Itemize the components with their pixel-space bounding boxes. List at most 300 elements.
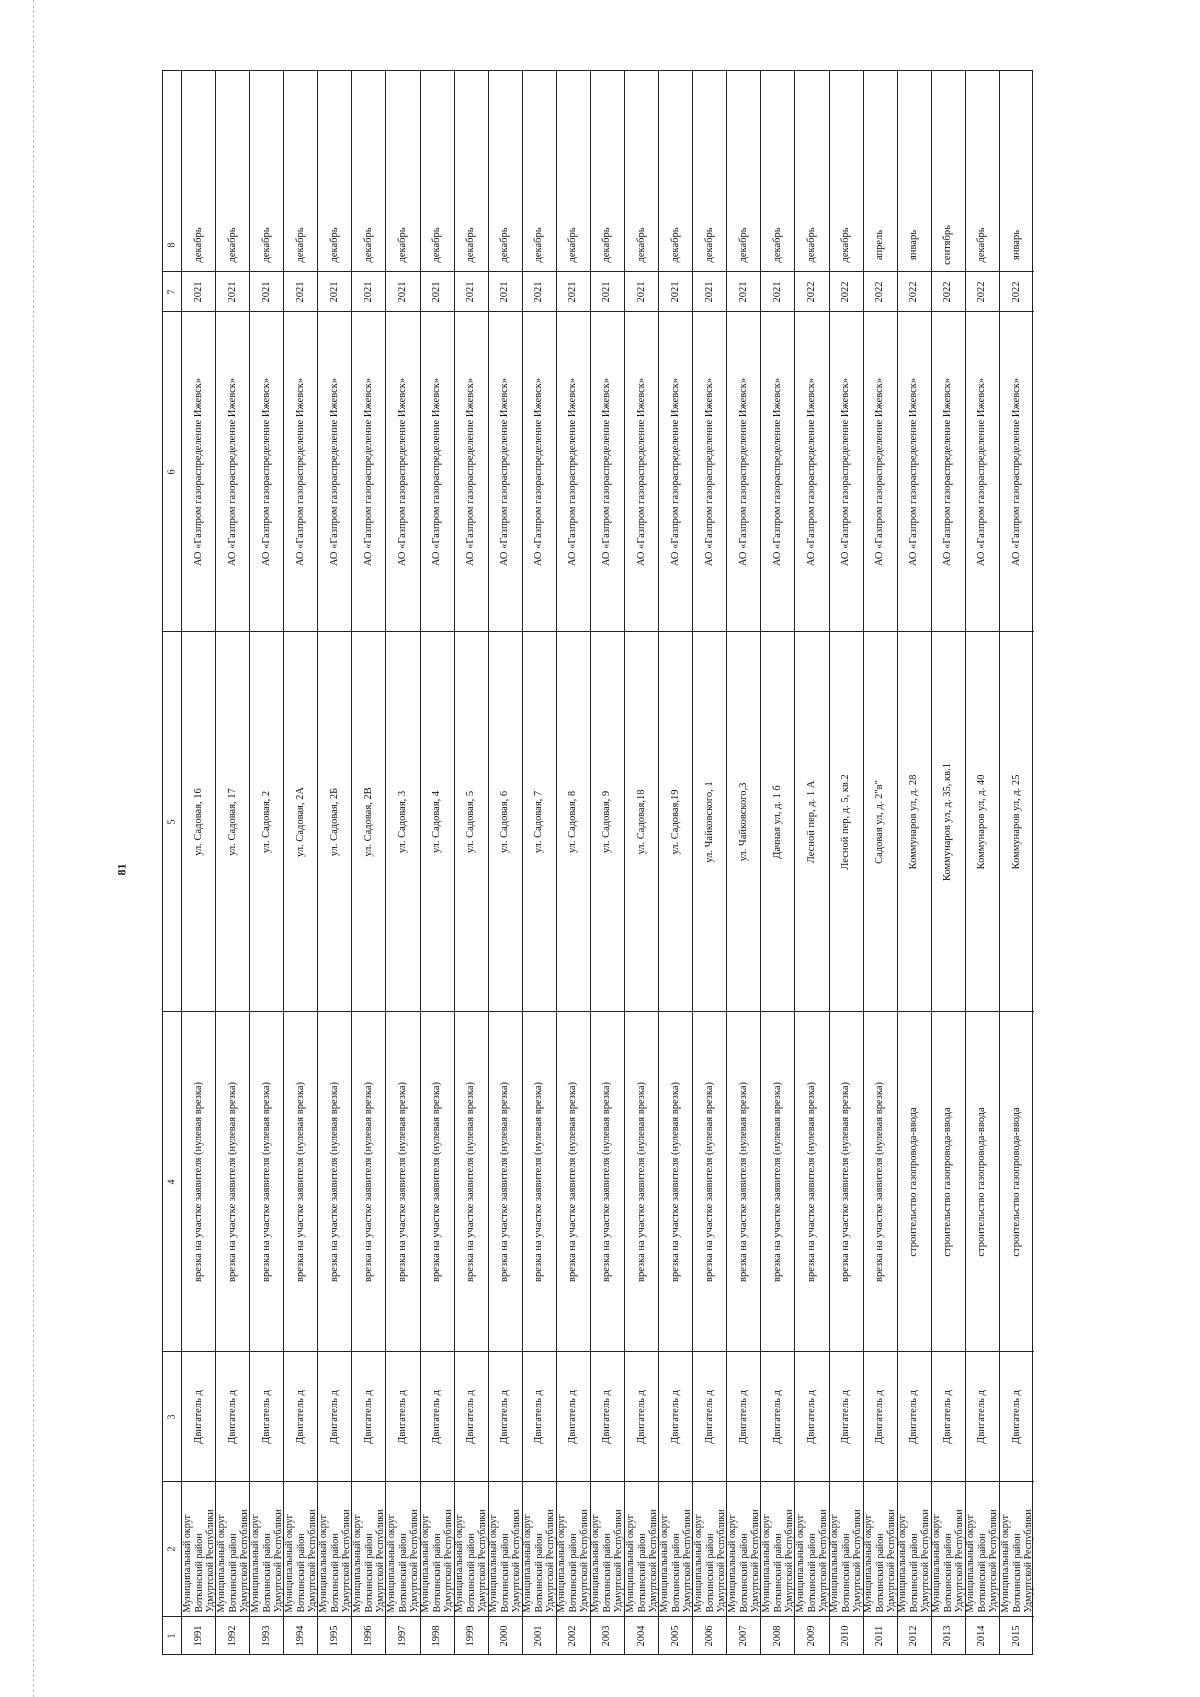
- cell-text-num: 1991: [192, 1625, 204, 1646]
- cell-text-organization: АО «Газпром газораспределение Ижевск»: [567, 377, 579, 566]
- cell-address: [523, 631, 556, 1011]
- header-cell-num: [163, 1616, 181, 1654]
- cell-organization: [523, 311, 556, 631]
- cell-text-address: ул. Садовая, 2Б: [328, 787, 340, 856]
- header-cell-month: [163, 219, 181, 271]
- cell-organization: [216, 311, 249, 631]
- cell-text-address: ул. Чайковского,3: [737, 782, 749, 861]
- cell-settlement: [1000, 1351, 1034, 1481]
- cell-text-address: ул. Садовая,18: [635, 789, 647, 854]
- cell-organization: [966, 311, 999, 631]
- cell-address: [761, 631, 794, 1011]
- cell-settlement: [250, 1351, 283, 1481]
- cell-text-year: 2021: [703, 281, 715, 302]
- cell-text-month: апрель: [874, 229, 886, 261]
- cell-text-organization: АО «Газпром газораспределение Ижевск»: [669, 377, 681, 566]
- header-cell-settlement: [163, 1351, 181, 1481]
- cell-text-year: 2021: [328, 281, 340, 302]
- cell-text-organization: АО «Газпром газораспределение Ижевск»: [260, 377, 272, 566]
- table-row: [250, 71, 284, 1654]
- cell-settlement: [591, 1351, 624, 1481]
- cell-text-settlement: Двигатель д: [771, 1389, 783, 1444]
- binding-margin-line: [33, 0, 34, 1697]
- data-table: [162, 70, 1033, 1655]
- cell-text-month: декабрь: [737, 227, 749, 263]
- header-cell-address: [163, 631, 181, 1011]
- cell-text-organization: АО «Газпром газораспределение Ижевск»: [362, 377, 374, 566]
- header-text-num: 1: [166, 1633, 178, 1638]
- cell-num: [761, 1616, 794, 1654]
- cell-text-year: 2021: [396, 281, 408, 302]
- cell-text-organization: АО «Газпром газораспределение Ижевск»: [1010, 377, 1022, 566]
- cell-work-type: [659, 1011, 692, 1351]
- cell-text-month: январь: [1010, 230, 1022, 260]
- cell-num: [625, 1616, 658, 1654]
- cell-text-num: 2000: [499, 1625, 511, 1646]
- cell-text-month: декабрь: [362, 227, 374, 263]
- cell-organization: [727, 311, 760, 631]
- table-row: [216, 71, 250, 1654]
- cell-text-month: декабрь: [328, 227, 340, 263]
- cell-num: [693, 1616, 726, 1654]
- cell-text-address: ул. Садовая, 2В: [362, 786, 374, 857]
- cell-municipality: [250, 1481, 283, 1616]
- table-row: [421, 71, 455, 1654]
- cell-text-month: декабрь: [260, 227, 272, 263]
- cell-address: [182, 631, 215, 1011]
- cell-text-settlement: Двигатель д: [260, 1389, 272, 1444]
- cell-text-year: 2021: [465, 281, 477, 302]
- cell-municipality: [284, 1481, 317, 1616]
- cell-organization: [932, 311, 965, 631]
- cell-text-num: 2009: [805, 1625, 817, 1646]
- cell-num: [352, 1616, 385, 1654]
- cell-text-year: 2021: [499, 281, 511, 302]
- cell-text-settlement: Двигатель д: [976, 1389, 988, 1444]
- cell-text-organization: АО «Газпром газораспределение Ижевск»: [465, 377, 477, 566]
- cell-text-address: Коммунаров ул, д. 28: [908, 774, 920, 869]
- cell-text-address: ул. Садовая,19: [669, 789, 681, 854]
- cell-address: [284, 631, 317, 1011]
- cell-text-year: 2022: [942, 281, 954, 302]
- cell-month: [795, 219, 828, 271]
- cell-text-address: ул. Садовая, 5: [465, 790, 477, 853]
- cell-settlement: [727, 1351, 760, 1481]
- cell-work-type: [557, 1011, 590, 1351]
- cell-text-address: Садовая ул, д. 2"в": [874, 779, 886, 864]
- cell-month: [455, 219, 488, 271]
- cell-text-num: 1995: [328, 1625, 340, 1646]
- cell-text-year: 2022: [805, 281, 817, 302]
- cell-text-organization: АО «Газпром газораспределение Ижевск»: [328, 377, 340, 566]
- cell-text-num: 2010: [840, 1625, 852, 1646]
- cell-text-month: декабрь: [635, 227, 647, 263]
- cell-text-municipality: Муниципальный округ Воткинский район Удмуртской Республики: [181, 1509, 216, 1613]
- cell-municipality: [182, 1481, 215, 1616]
- table-row: [455, 71, 489, 1654]
- cell-text-num: 1997: [396, 1625, 408, 1646]
- cell-month: [421, 219, 454, 271]
- cell-num: [250, 1616, 283, 1654]
- cell-text-num: 2004: [635, 1625, 647, 1646]
- cell-settlement: [693, 1351, 726, 1481]
- cell-year: [284, 271, 317, 311]
- cell-organization: [250, 311, 283, 631]
- cell-text-organization: АО «Газпром газораспределение Ижевск»: [771, 377, 783, 566]
- cell-municipality: [489, 1481, 522, 1616]
- cell-address: [625, 631, 658, 1011]
- header-cell-organization: [163, 311, 181, 631]
- cell-municipality: [966, 1481, 999, 1616]
- cell-organization: [864, 311, 897, 631]
- cell-settlement: [421, 1351, 454, 1481]
- cell-year: [250, 271, 283, 311]
- cell-text-work-type: врезка на участке заявителя (нулевая врезка): [635, 1081, 647, 1282]
- cell-work-type: [489, 1011, 522, 1351]
- cell-settlement: [966, 1351, 999, 1481]
- cell-text-organization: АО «Газпром газораспределение Ижевск»: [499, 377, 511, 566]
- cell-year: [966, 271, 999, 311]
- table-row: [727, 71, 761, 1654]
- cell-text-work-type: врезка на участке заявителя (нулевая врезка): [601, 1081, 613, 1282]
- cell-text-work-type: врезка на участке заявителя (нулевая врезка): [499, 1081, 511, 1282]
- cell-municipality: [761, 1481, 794, 1616]
- cell-text-municipality: Муниципальный округ Воткинский район Удмуртской Республики: [453, 1509, 488, 1613]
- cell-text-month: декабрь: [601, 227, 613, 263]
- cell-year: [761, 271, 794, 311]
- cell-text-year: 2022: [908, 281, 920, 302]
- cell-organization: [284, 311, 317, 631]
- cell-text-num: 1994: [294, 1625, 306, 1646]
- cell-text-work-type: строительство газопровода-ввода: [942, 1106, 954, 1257]
- cell-text-address: ул. Садовая, 3: [396, 790, 408, 853]
- cell-text-settlement: Двигатель д: [294, 1389, 306, 1444]
- cell-municipality: [727, 1481, 760, 1616]
- cell-num: [216, 1616, 249, 1654]
- cell-year: [898, 271, 931, 311]
- cell-month: [898, 219, 931, 271]
- cell-text-address: ул. Садовая, 8: [567, 790, 579, 853]
- cell-settlement: [523, 1351, 556, 1481]
- cell-municipality: [455, 1481, 488, 1616]
- cell-text-work-type: врезка на участке заявителя (нулевая врезка): [874, 1081, 886, 1282]
- cell-month: [557, 219, 590, 271]
- cell-settlement: [352, 1351, 385, 1481]
- cell-work-type: [386, 1011, 419, 1351]
- cell-text-address: Коммунаров ул, д. 25: [1010, 774, 1022, 869]
- table-row: [795, 71, 829, 1654]
- table-row: [932, 71, 966, 1654]
- cell-month: [250, 219, 283, 271]
- cell-work-type: [523, 1011, 556, 1351]
- table-row: [386, 71, 420, 1654]
- cell-work-type: [455, 1011, 488, 1351]
- cell-settlement: [898, 1351, 931, 1481]
- cell-text-municipality: Муниципальный округ Воткинский район Удмуртской Республики: [283, 1509, 318, 1613]
- table-row: [830, 71, 864, 1654]
- cell-text-address: ул. Садовая, 2А: [294, 786, 306, 857]
- cell-text-work-type: врезка на участке заявителя (нулевая врезка): [294, 1081, 306, 1282]
- cell-municipality: [591, 1481, 624, 1616]
- cell-text-municipality: Муниципальный округ Воткинский район Удмуртской Республики: [862, 1509, 897, 1613]
- cell-work-type: [182, 1011, 215, 1351]
- cell-text-address: ул. Садовая, 17: [226, 787, 238, 856]
- cell-text-month: декабрь: [294, 227, 306, 263]
- cell-address: [693, 631, 726, 1011]
- cell-municipality: [352, 1481, 385, 1616]
- cell-text-settlement: Двигатель д: [874, 1389, 886, 1444]
- cell-text-settlement: Двигатель д: [669, 1389, 681, 1444]
- cell-text-municipality: Муниципальный округ Воткинский район Удмуртской Республики: [692, 1509, 727, 1613]
- cell-text-year: 2021: [362, 281, 374, 302]
- cell-text-settlement: Двигатель д: [567, 1389, 579, 1444]
- cell-work-type: [625, 1011, 658, 1351]
- cell-year: [489, 271, 522, 311]
- header-row: [163, 71, 182, 1654]
- cell-text-month: декабрь: [465, 227, 477, 263]
- cell-work-type: [352, 1011, 385, 1351]
- cell-year: [421, 271, 454, 311]
- header-text-month: 8: [166, 242, 178, 248]
- cell-organization: [693, 311, 726, 631]
- cell-settlement: [625, 1351, 658, 1481]
- cell-year: [864, 271, 897, 311]
- table-row: [489, 71, 523, 1654]
- cell-text-settlement: Двигатель д: [192, 1389, 204, 1444]
- cell-text-num: 2014: [976, 1625, 988, 1646]
- cell-text-settlement: Двигатель д: [601, 1389, 613, 1444]
- header-cell-year: [163, 271, 181, 311]
- cell-text-work-type: врезка на участке заявителя (нулевая врезка): [805, 1081, 817, 1282]
- cell-text-work-type: строительство газопровода-ввода: [976, 1106, 988, 1257]
- cell-text-num: 1996: [362, 1625, 374, 1646]
- cell-text-settlement: Двигатель д: [635, 1389, 647, 1444]
- cell-text-num: 2006: [703, 1625, 715, 1646]
- cell-text-organization: АО «Газпром газораспределение Ижевск»: [908, 377, 920, 566]
- cell-work-type: [864, 1011, 897, 1351]
- cell-text-organization: АО «Газпром газораспределение Ижевск»: [533, 377, 545, 566]
- cell-text-year: 2021: [669, 281, 681, 302]
- cell-text-settlement: Двигатель д: [328, 1389, 340, 1444]
- table-row: [966, 71, 1000, 1654]
- cell-num: [421, 1616, 454, 1654]
- cell-settlement: [761, 1351, 794, 1481]
- cell-num: [318, 1616, 351, 1654]
- cell-text-municipality: Муниципальный округ Воткинский район Удмуртской Республики: [556, 1509, 591, 1613]
- cell-month: [830, 219, 863, 271]
- cell-text-address: ул. Садовая, 6: [499, 790, 511, 853]
- cell-work-type: [898, 1011, 931, 1351]
- cell-text-address: ул. Садовая, 2: [260, 790, 272, 853]
- cell-num: [830, 1616, 863, 1654]
- cell-text-month: январь: [908, 230, 920, 260]
- cell-work-type: [727, 1011, 760, 1351]
- cell-text-municipality: Муниципальный округ Воткинский район Удмуртской Республики: [317, 1509, 352, 1613]
- cell-address: [557, 631, 590, 1011]
- cell-text-work-type: строительство газопровода-ввода: [908, 1106, 920, 1257]
- cell-text-municipality: Муниципальный округ Воткинский район Удмуртской Республики: [590, 1509, 625, 1613]
- cell-year: [352, 271, 385, 311]
- cell-text-work-type: врезка на участке заявителя (нулевая врезка): [465, 1081, 477, 1282]
- cell-address: [1000, 631, 1034, 1011]
- cell-text-num: 1993: [260, 1625, 272, 1646]
- cell-work-type: [693, 1011, 726, 1351]
- cell-text-num: 2012: [908, 1625, 920, 1646]
- cell-year: [386, 271, 419, 311]
- cell-year: [932, 271, 965, 311]
- cell-municipality: [1000, 1481, 1034, 1616]
- page-number: 81: [114, 863, 129, 876]
- table-row: [625, 71, 659, 1654]
- cell-month: [625, 219, 658, 271]
- cell-text-year: 2021: [431, 281, 443, 302]
- cell-text-num: 2007: [737, 1625, 749, 1646]
- cell-text-municipality: Муниципальный округ Воткинский район Удмуртской Республики: [931, 1509, 966, 1613]
- cell-text-year: 2021: [635, 281, 647, 302]
- cell-text-num: 2011: [874, 1625, 886, 1646]
- cell-month: [318, 219, 351, 271]
- cell-year: [216, 271, 249, 311]
- cell-organization: [659, 311, 692, 631]
- cell-text-month: декабрь: [669, 227, 681, 263]
- cell-work-type: [216, 1011, 249, 1351]
- cell-organization: [830, 311, 863, 631]
- cell-text-municipality: Муниципальный округ Воткинский район Удмуртской Республики: [215, 1509, 250, 1613]
- cell-text-work-type: врезка на участке заявителя (нулевая врезка): [840, 1081, 852, 1282]
- cell-organization: [625, 311, 658, 631]
- header-cell-municipality: [163, 1481, 181, 1616]
- cell-month: [727, 219, 760, 271]
- cell-address: [830, 631, 863, 1011]
- cell-year: [318, 271, 351, 311]
- cell-text-municipality: Муниципальный округ Воткинский район Удмуртской Республики: [794, 1509, 829, 1613]
- cell-num: [1000, 1616, 1034, 1654]
- cell-year: [591, 271, 624, 311]
- cell-year: [727, 271, 760, 311]
- cell-text-settlement: Двигатель д: [431, 1389, 443, 1444]
- cell-address: [421, 631, 454, 1011]
- cell-text-settlement: Двигатель д: [533, 1389, 545, 1444]
- cell-text-organization: АО «Газпром газораспределение Ижевск»: [294, 377, 306, 566]
- cell-address: [386, 631, 419, 1011]
- cell-text-municipality: Муниципальный округ Воткинский район Удмуртской Республики: [351, 1509, 386, 1613]
- cell-num: [386, 1616, 419, 1654]
- cell-num: [966, 1616, 999, 1654]
- cell-text-address: Коммунаров ул, д. 40: [976, 774, 988, 869]
- table-row: [557, 71, 591, 1654]
- cell-text-num: 2013: [942, 1625, 954, 1646]
- cell-work-type: [830, 1011, 863, 1351]
- cell-text-month: декабрь: [396, 227, 408, 263]
- cell-text-year: 2021: [601, 281, 613, 302]
- cell-text-year: 2022: [874, 281, 886, 302]
- cell-text-work-type: врезка на участке заявителя (нулевая врезка): [192, 1081, 204, 1282]
- cell-text-municipality: Муниципальный округ Воткинский район Удмуртской Республики: [965, 1509, 1000, 1613]
- table-row: [1000, 71, 1034, 1654]
- cell-work-type: [284, 1011, 317, 1351]
- cell-municipality: [659, 1481, 692, 1616]
- cell-municipality: [830, 1481, 863, 1616]
- cell-text-address: Лесной пер, д. 5, кв.2: [840, 773, 852, 870]
- cell-municipality: [932, 1481, 965, 1616]
- cell-num: [659, 1616, 692, 1654]
- cell-address: [932, 631, 965, 1011]
- cell-text-settlement: Двигатель д: [465, 1389, 477, 1444]
- cell-text-municipality: Муниципальный округ Воткинский район Удмуртской Республики: [522, 1509, 557, 1613]
- cell-text-municipality: Муниципальный округ Воткинский район Удмуртской Республики: [999, 1509, 1034, 1613]
- cell-text-num: 1998: [431, 1625, 443, 1646]
- cell-address: [250, 631, 283, 1011]
- cell-municipality: [557, 1481, 590, 1616]
- cell-text-settlement: Двигатель д: [942, 1389, 954, 1444]
- cell-num: [182, 1616, 215, 1654]
- cell-text-month: декабрь: [976, 227, 988, 263]
- cell-text-municipality: Муниципальный округ Воткинский район Удмуртской Республики: [419, 1509, 454, 1613]
- cell-address: [727, 631, 760, 1011]
- cell-text-settlement: Двигатель д: [499, 1389, 511, 1444]
- cell-month: [966, 219, 999, 271]
- cell-text-address: ул. Садовая, 7: [533, 790, 545, 853]
- cell-text-address: ул. Садовая, 16: [192, 787, 204, 856]
- cell-text-municipality: Муниципальный округ Воткинский район Удмуртской Республики: [658, 1509, 693, 1613]
- cell-year: [182, 271, 215, 311]
- cell-text-work-type: врезка на участке заявителя (нулевая врезка): [431, 1081, 443, 1282]
- cell-municipality: [864, 1481, 897, 1616]
- cell-month: [284, 219, 317, 271]
- cell-text-address: ул. Чайковского, 1: [703, 780, 715, 863]
- cell-text-num: 2002: [567, 1625, 579, 1646]
- cell-organization: [761, 311, 794, 631]
- cell-num: [284, 1616, 317, 1654]
- cell-text-year: 2021: [260, 281, 272, 302]
- cell-municipality: [216, 1481, 249, 1616]
- cell-month: [386, 219, 419, 271]
- cell-text-work-type: врезка на участке заявителя (нулевая врезка): [669, 1081, 681, 1282]
- cell-text-settlement: Двигатель д: [737, 1389, 749, 1444]
- cell-work-type: [761, 1011, 794, 1351]
- cell-text-municipality: Муниципальный округ Воткинский район Удмуртской Республики: [726, 1509, 761, 1613]
- cell-work-type: [795, 1011, 828, 1351]
- cell-text-year: 2021: [737, 281, 749, 302]
- cell-num: [795, 1616, 828, 1654]
- header-text-municipality: 2: [166, 1546, 178, 1552]
- cell-num: [523, 1616, 556, 1654]
- cell-text-municipality: Муниципальный округ Воткинский район Удмуртской Республики: [624, 1509, 659, 1613]
- cell-text-settlement: Двигатель д: [362, 1389, 374, 1444]
- cell-text-work-type: врезка на участке заявителя (нулевая врезка): [396, 1081, 408, 1282]
- cell-month: [932, 219, 965, 271]
- cell-address: [216, 631, 249, 1011]
- cell-address: [318, 631, 351, 1011]
- cell-address: [966, 631, 999, 1011]
- cell-work-type: [1000, 1011, 1034, 1351]
- table-row: [693, 71, 727, 1654]
- cell-organization: [182, 311, 215, 631]
- cell-settlement: [216, 1351, 249, 1481]
- table-row: [761, 71, 795, 1654]
- cell-organization: [352, 311, 385, 631]
- cell-text-work-type: врезка на участке заявителя (нулевая врезка): [567, 1081, 579, 1282]
- cell-text-work-type: врезка на участке заявителя (нулевая врезка): [362, 1081, 374, 1282]
- cell-work-type: [250, 1011, 283, 1351]
- cell-text-month: декабрь: [840, 227, 852, 263]
- cell-settlement: [455, 1351, 488, 1481]
- cell-text-year: 2021: [567, 281, 579, 302]
- cell-address: [864, 631, 897, 1011]
- cell-organization: [421, 311, 454, 631]
- table-row: [182, 71, 216, 1654]
- cell-address: [591, 631, 624, 1011]
